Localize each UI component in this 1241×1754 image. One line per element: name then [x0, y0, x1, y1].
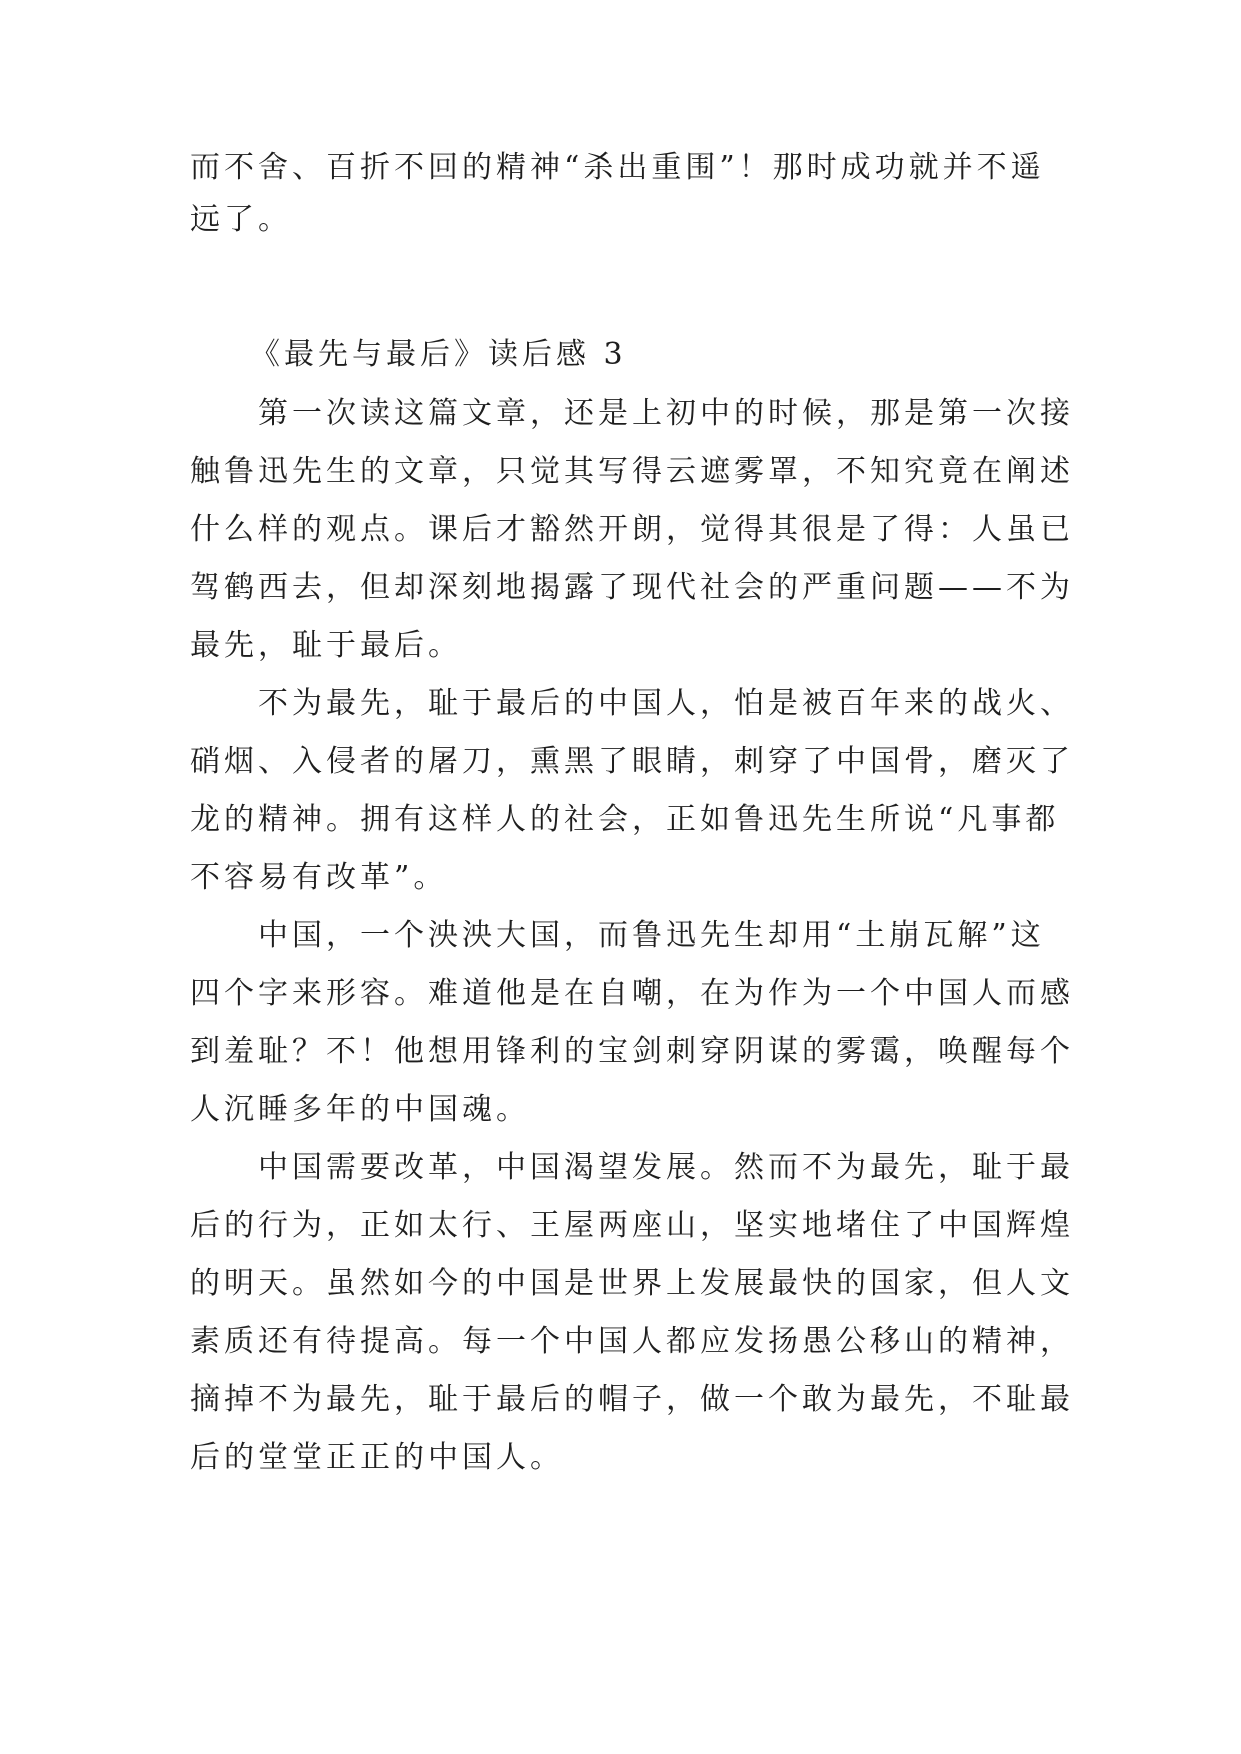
- paragraph-line: 龙的精神。拥有这样人的社会，正如鲁迅先生所说“凡事都: [190, 802, 1060, 837]
- paragraph-line: 第一次读这篇文章，还是上初中的时候，那是第一次接: [258, 396, 1074, 431]
- paragraph-line: 中国需要改革，中国渴望发展。然而不为最先，耻于最: [258, 1150, 1074, 1185]
- continuation-line: 而不舍、百折不回的精神“杀出重围”！那时成功就并不遥: [190, 150, 1045, 185]
- paragraph-line: 摘掉不为最先，耻于最后的帽子，做一个敢为最先，不耻最: [190, 1382, 1074, 1417]
- paragraph-line: 后的行为，正如太行、王屋两座山，坚实地堵住了中国辉煌: [190, 1208, 1074, 1243]
- paragraph-line: 的明天。虽然如今的中国是世界上发展最快的国家，但人文: [190, 1266, 1074, 1301]
- paragraph-line: 不为最先，耻于最后的中国人，怕是被百年来的战火、: [258, 686, 1074, 721]
- paragraph-line: 四个字来形容。难道他是在自嘲，在为作为一个中国人而感: [190, 976, 1074, 1011]
- paragraph-line: 后的堂堂正正的中国人。: [190, 1440, 564, 1475]
- paragraph-line: 到羞耻？不！他想用锋利的宝剑刺穿阴谋的雾霭，唤醒每个: [190, 1034, 1074, 1069]
- paragraph-line: 什么样的观点。课后才豁然开朗，觉得其很是了得：人虽已: [190, 512, 1074, 547]
- paragraph-line: 中国，一个泱泱大国，而鲁迅先生却用“土崩瓦解”这: [258, 918, 1045, 953]
- paragraph-line: 硝烟、入侵者的屠刀，熏黑了眼睛，刺穿了中国骨，磨灭了: [190, 744, 1074, 779]
- paragraph-line: 驾鹤西去，但却深刻地揭露了现代社会的严重问题——不为: [190, 570, 1074, 605]
- continuation-line: 远了。: [190, 202, 292, 237]
- paragraph-line: 素质还有待提高。每一个中国人都应发扬愚公移山的精神，: [190, 1324, 1074, 1359]
- paragraph-line: 触鲁迅先生的文章，只觉其写得云遮雾罩，不知究竟在阐述: [190, 454, 1074, 489]
- section-heading: 《最先与最后》读后感 3: [250, 337, 627, 372]
- paragraph-line: 人沉睡多年的中国魂。: [190, 1092, 530, 1127]
- paragraph-line: 不容易有改革”。: [190, 860, 448, 895]
- paragraph-line: 最先，耻于最后。: [190, 628, 462, 663]
